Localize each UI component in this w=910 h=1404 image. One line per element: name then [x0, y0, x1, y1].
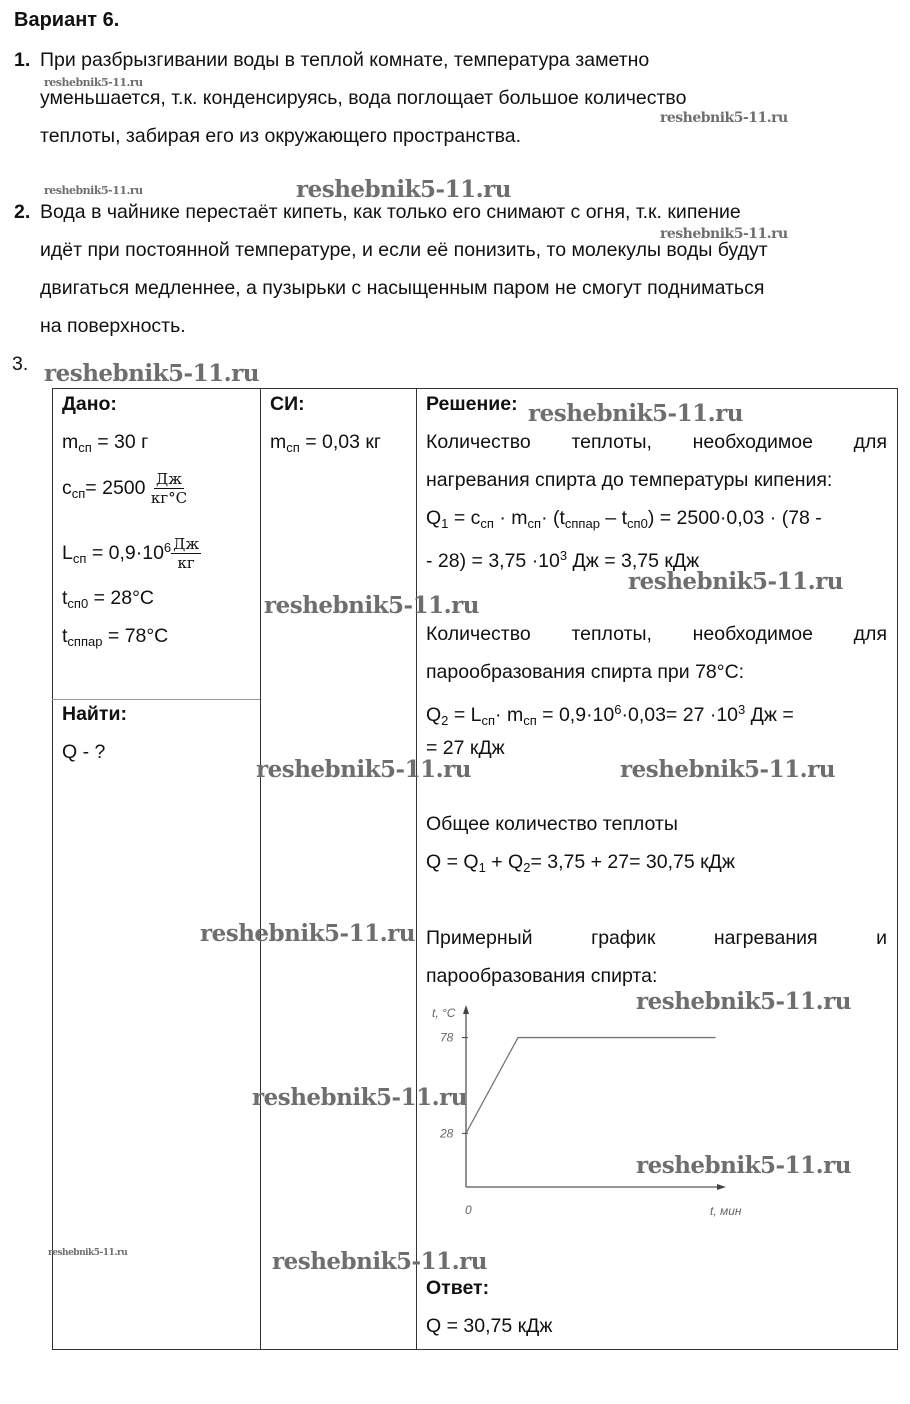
solution-text: парообразования спирта:: [426, 965, 658, 987]
q1-line: теплоты, забирая его из окружающего пространства.: [40, 125, 522, 147]
solution-text: нагревания спирта до температуры кипения:: [426, 469, 833, 491]
watermark: reshebnik5-11.ru: [44, 76, 143, 89]
watermark: reshebnik5-11.ru: [628, 568, 843, 595]
q2-line: двигаться медленнее, а пузырьки с насыщенным паром не смогут подниматься: [40, 277, 765, 299]
q2-line: Вода в чайнике перестаёт кипеть, как только его снимают с огня, т.к. кипение: [40, 201, 741, 223]
watermark: reshebnik5-11.ru: [528, 400, 743, 427]
formula-q1: $Q_1 = c_{сп} \cdot m_{сп}\cdot (t_{сппар} - t_{сп0}) = 2500\cdot 0,03 \cdot (78$ -: [426, 507, 822, 531]
watermark: reshebnik5-11.ru: [264, 592, 479, 619]
given-mass: $m_{сп} = 30$ г: [62, 431, 149, 455]
watermark: reshebnik5-11.ru: [44, 184, 143, 197]
watermark: reshebnik5-11.ru: [620, 756, 835, 783]
solution-text: парообразования спирта при 78°C:: [426, 661, 745, 683]
q2-line: идёт при постоянной температуре, и если её понизить, то молекулы воды будут: [40, 239, 768, 261]
formula-total: $Q = Q_1 + Q_2= 3,75 + 27= 30,75$ кДж: [426, 851, 735, 875]
given-initial-temp: $t_{сп0} = 28^\circ C$: [62, 587, 154, 611]
solution-header: Решение:: [426, 393, 518, 415]
si-header: СИ:: [270, 393, 305, 415]
row-divider: [52, 699, 260, 700]
watermark: reshebnik5-11.ru: [660, 226, 788, 242]
watermark: reshebnik5-11.ru: [660, 110, 788, 126]
watermark: reshebnik5-11.ru: [256, 756, 471, 783]
watermark: reshebnik5-11.ru: [44, 360, 259, 387]
given-specific-heat: $c_{сп}= 2500$ $\frac{Дж}{кг^\circ C}$: [62, 470, 188, 508]
x-axis-label: t, мин: [710, 1204, 742, 1218]
watermark: reshebnik5-11.ru: [200, 920, 415, 947]
q3-number: 3.: [12, 353, 29, 375]
solution-text: Количество теплоты, необходимое для: [426, 623, 887, 645]
watermark: reshebnik5-11.ru: [636, 1152, 851, 1179]
title: Вариант 6.: [14, 9, 120, 31]
answer-value: Q = 30,75 кДж: [426, 1315, 553, 1337]
si-mass: $m_{сп} = 0,03$ кг: [270, 431, 382, 455]
column-divider: [260, 388, 261, 1350]
temperature-line: [466, 1038, 716, 1134]
watermark: reshebnik5-11.ru: [296, 176, 511, 203]
formula-q2: $Q_2 = L_{сп}\cdot m_{сп} = 0,9\cdot 10^6\cdot 0,03= 27 \cdot 10^3$ Дж =: [426, 702, 794, 728]
watermark: reshebnik5-11.ru: [48, 1248, 128, 1258]
heating-chart: [420, 995, 760, 1225]
given-header: Дано:: [62, 393, 117, 415]
q1-line: При разбрызгивании воды в теплой комнате, температура заметно: [40, 49, 650, 71]
formula-q2-result: = 27 кДж: [426, 737, 505, 759]
y-tick-label: 78: [440, 1030, 454, 1045]
y-tick-label: 28: [440, 1126, 454, 1141]
q2-number: 2.: [14, 201, 31, 223]
find-header: Найти:: [62, 703, 127, 725]
origin-label: 0: [465, 1203, 472, 1217]
solution-text: Общее количество теплоты: [426, 813, 678, 835]
column-divider: [416, 388, 417, 1350]
q1-line: уменьшается, т.к. конденсируясь, вода поглощает большое количество: [40, 87, 687, 109]
watermark: reshebnik5-11.ru: [272, 1248, 487, 1275]
solution-text: Примерный график нагревания и: [426, 927, 887, 949]
given-boiling-temp: $t_{сппар} = 78^\circ C$: [62, 625, 169, 649]
y-axis-arrow: [463, 1005, 469, 1014]
given-latent-heat: $L_{сп} = 0,9\cdot 10^6$ $\frac{Дж}{кг}$: [62, 535, 200, 573]
solution-text: Количество теплоты, необходимое для: [426, 431, 887, 453]
find-value: Q - ?: [62, 741, 106, 763]
q1-number: 1.: [14, 49, 31, 71]
x-axis-arrow: [717, 1184, 726, 1190]
formula-q1-result: - $28) = 3,75 \cdot 10^3$ Дж = 3,75 кДж: [426, 548, 700, 572]
q2-line: на поверхность.: [40, 315, 186, 337]
answer-header: Ответ:: [426, 1277, 490, 1299]
y-axis-label: t, °C: [432, 1006, 456, 1020]
watermark: reshebnik5-11.ru: [636, 988, 851, 1015]
watermark: reshebnik5-11.ru: [252, 1084, 467, 1111]
